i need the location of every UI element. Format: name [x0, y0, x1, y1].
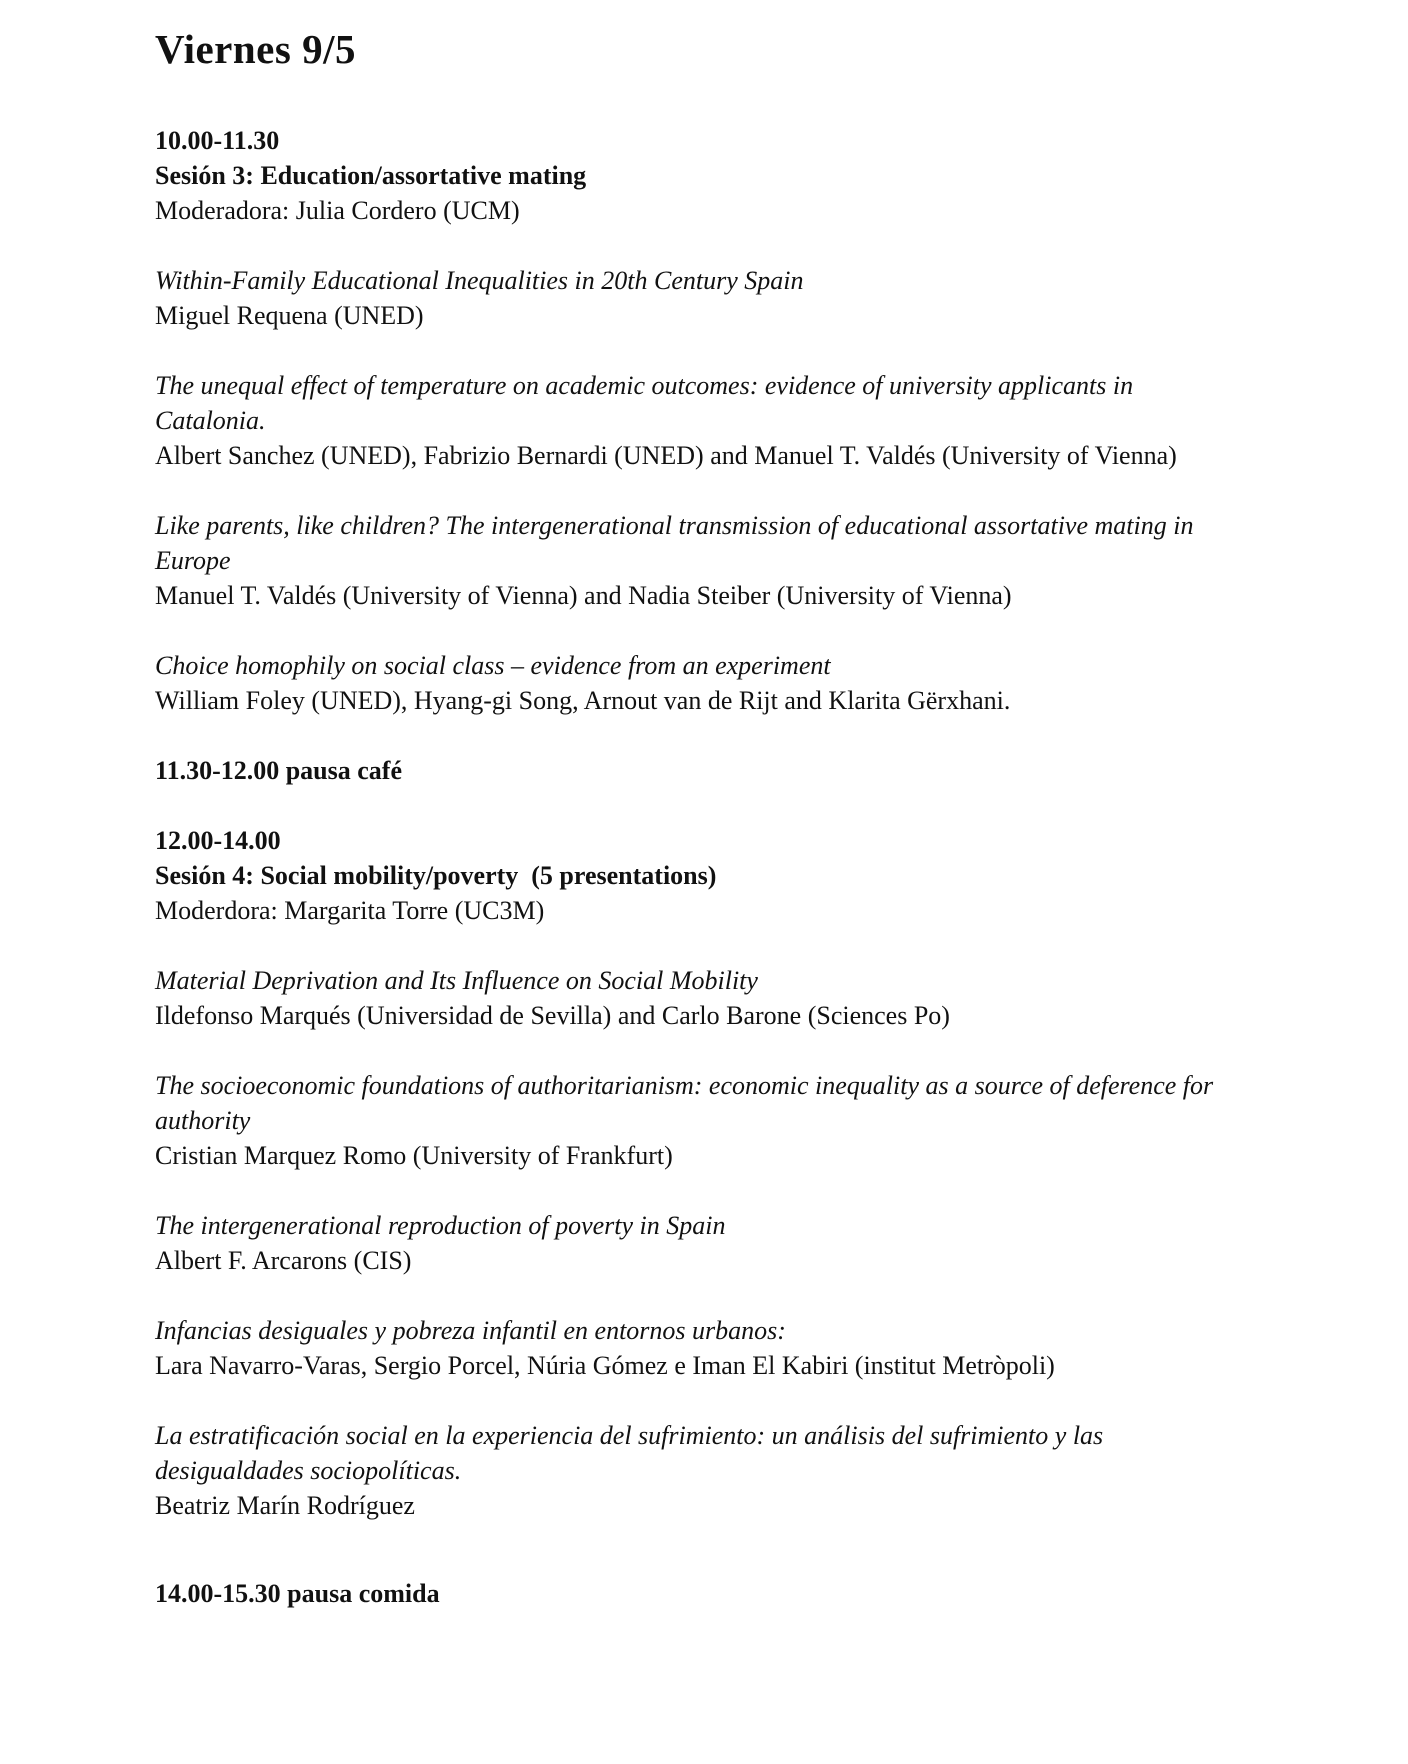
session-4-time: 12.00-14.00	[155, 826, 281, 855]
paper-authors: William Foley (UNED), Hyang-gi Song, Arnout van de Rijt and Klarita Gërxhani.	[155, 686, 1011, 715]
paper-entry	[155, 508, 1215, 613]
coffee-break: 11.30-12.00 pausa café	[155, 756, 402, 785]
paper-authors: Lara Navarro-Varas, Sergio Porcel, Núria Gómez e Iman El Kabiri (institut Metròpoli)	[155, 1351, 1055, 1380]
paper-authors: Albert F. Arcarons (CIS)	[155, 1246, 412, 1275]
session-4	[155, 823, 1215, 1523]
paper-authors: Manuel T. Valdés (University of Vienna) and Nadia Steiber (University of Vienna)	[155, 581, 1012, 610]
session-4-title: Sesión 4: Social mobility/poverty (5 presentations)	[155, 861, 717, 890]
paper-title: The socioeconomic foundations of authoritarianism: economic inequality as a source of deference for authority	[155, 1071, 1214, 1135]
paper-authors: Beatriz Marín Rodríguez	[155, 1491, 415, 1520]
paper-authors: Ildefonso Marqués (Universidad de Sevilla) and Carlo Barone (Sciences Po)	[155, 1001, 950, 1030]
paper-entry	[155, 1068, 1215, 1173]
program-page	[155, 18, 1215, 1611]
paper-authors: Miguel Requena (UNED)	[155, 301, 424, 330]
paper-entry	[155, 263, 1215, 333]
paper-title: Material Deprivation and Its Influence on Social Mobility	[155, 966, 758, 995]
lunch-break: 14.00-15.30 pausa comida	[155, 1579, 440, 1608]
paper-title: Within-Family Educational Inequalities in 20th Century Spain	[155, 266, 804, 295]
session-3-moderator: Moderadora: Julia Cordero (UCM)	[155, 196, 520, 225]
paper-title: Like parents, like children? The intergenerational transmission of educational assortative mating in Europe	[155, 511, 1194, 575]
paper-authors: Albert Sanchez (UNED), Fabrizio Bernardi (UNED) and Manuel T. Valdés (University of Vienna)	[155, 441, 1177, 470]
paper-entry	[155, 1208, 1215, 1278]
paper-entry	[155, 963, 1215, 1033]
paper-title: The intergenerational reproduction of poverty in Spain	[155, 1211, 726, 1240]
session-3	[155, 123, 1215, 718]
paper-title: La estratificación social en la experiencia del sufrimiento: un análisis del sufrimiento y las desigualdades sociopolíticas.	[155, 1421, 1104, 1485]
session-3-time: 10.00-11.30	[155, 126, 280, 155]
paper-entry	[155, 1418, 1215, 1523]
paper-entry	[155, 648, 1215, 718]
paper-authors: Cristian Marquez Romo (University of Frankfurt)	[155, 1141, 673, 1170]
paper-entry	[155, 368, 1215, 473]
paper-title: Choice homophily on social class – evidence from an experiment	[155, 651, 831, 680]
session-4-moderator: Moderdora: Margarita Torre (UC3M)	[155, 896, 545, 925]
session-3-title: Sesión 3: Education/assortative mating	[155, 161, 587, 190]
paper-title: The unequal effect of temperature on academic outcomes: evidence of university applicants in Catalonia.	[155, 371, 1134, 435]
paper-entry	[155, 1313, 1215, 1383]
paper-title: Infancias desiguales y pobreza infantil en entornos urbanos:	[155, 1316, 786, 1345]
day-title: Viernes 9/5	[155, 26, 356, 72]
